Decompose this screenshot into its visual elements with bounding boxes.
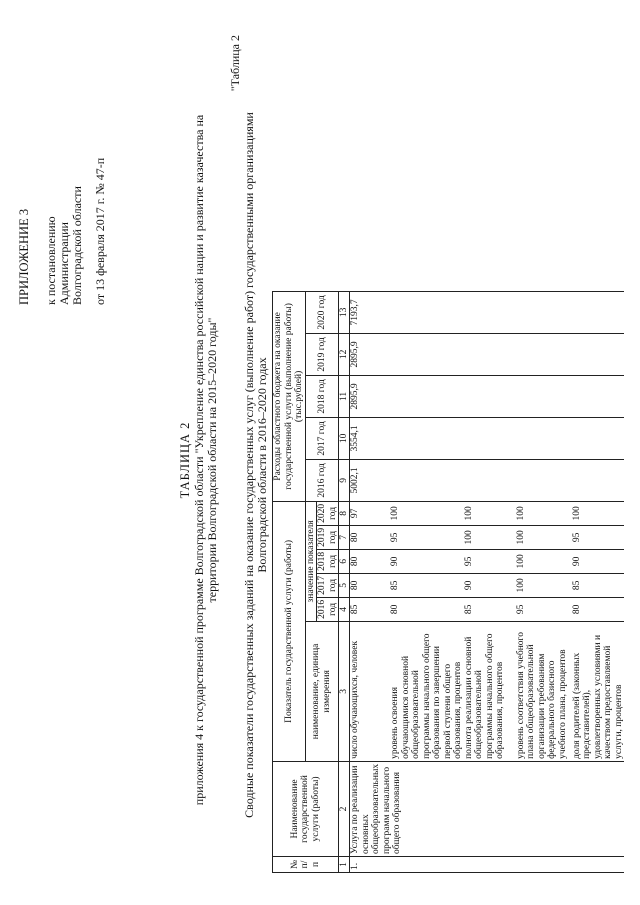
header-year-2017: 2017 год — [317, 573, 339, 597]
table2-label: "Таблица 2 — [228, 35, 242, 92]
indicator-value: 100 — [390, 501, 464, 525]
expense-value: 2895,9 — [350, 375, 625, 417]
indicator-value: 80 — [350, 549, 391, 573]
indicator-value: 80 — [390, 597, 464, 621]
indicator-value: 95 — [464, 549, 516, 573]
header-year-2019: 2019 год — [317, 525, 339, 549]
indicator-value: 90 — [572, 549, 625, 573]
col-number: 8 — [339, 501, 350, 525]
indicator-value: 85 — [350, 597, 391, 621]
header-indicator-name: наименование, единица измерения — [305, 621, 339, 761]
header-year-2018: 2018 год — [317, 549, 339, 573]
annex-line-3: Волгоградской области — [70, 186, 84, 305]
annex-date: от 13 февраля 2017 г. № 47-п — [93, 157, 107, 305]
indicator-name: число обучающихся, человек — [350, 621, 391, 761]
document-subtitle: приложения 4 к государственной программе Волгоградской области "Укрепление единства российской нации и развитие казачества на территории Волгоградской области на 2015–2020 годы" — [192, 114, 219, 806]
indicator-value: 90 — [390, 549, 464, 573]
header-year-2020-exp: 2020 год — [305, 291, 339, 333]
indicator-name: доля родителей (законных представителей), удовлетворенных условиями и качеством предоставляемой услуги, процентов — [572, 621, 625, 761]
annex-line-1: к постановлению — [44, 216, 58, 305]
indicator-value: 90 — [464, 573, 516, 597]
header-expenses: Расходы областного бюджета на оказание государственной услуги (выполнение работы) (тыс.рублей) — [273, 291, 306, 501]
col-number: 7 — [339, 525, 350, 549]
header-service-name: Наименование государственной услуги (работы) — [273, 761, 339, 856]
service-name: Услуга по реализации основных общеобразовательных программ начального общего образования — [350, 761, 625, 856]
table-label: ТАБЛИЦА 2 — [178, 421, 192, 499]
indicator-value: 80 — [350, 525, 391, 549]
annex-title: ПРИЛОЖЕНИЕ 3 — [17, 208, 31, 305]
indicator-name: уровень освоения обучающимися основной общеобразовательной программы начального общего образования по завершении первой ступени общего образования, процентов — [390, 621, 464, 761]
expense-value: 2895,9 — [350, 333, 625, 375]
col-number: 4 — [339, 597, 350, 621]
header-year-2016-exp: 2016 год — [305, 459, 339, 501]
indicator-value: 80 — [350, 573, 391, 597]
indicator-value: 95 — [572, 525, 625, 549]
header-indicator-group: Показатель государственной услуги (работы) — [273, 501, 306, 761]
indicator-name: уровень соответствия учебного плана общеобразовательной организации требованиям федерального базисного учебного плана, процентов — [516, 621, 572, 761]
header-year-2017-exp: 2017 год — [305, 417, 339, 459]
indicator-value: 100 — [516, 549, 572, 573]
header-year-2016: 2016 год — [317, 597, 339, 621]
col-number: 10 — [339, 417, 350, 459]
rotated-landscape-content — [5, 25, 625, 895]
col-number: 2 — [339, 761, 350, 856]
indicator-value: 85 — [464, 597, 516, 621]
indicator-value: 97 — [350, 501, 391, 525]
col-number: 9 — [339, 459, 350, 501]
expense-value: 7193,7 — [350, 291, 625, 333]
indicator-value: 100 — [464, 501, 516, 525]
row-num: 1. — [350, 857, 625, 873]
header-num: № п/п — [273, 857, 339, 873]
expense-value: 3554,1 — [350, 417, 625, 459]
summary-title: Сводные показатели государственных заданий на оказание государственных услуг (выполнение работ) государственными организациями Волгоградской области в 2016–2020 годах — [242, 112, 269, 818]
indicator-value: 95 — [516, 597, 572, 621]
col-number: 12 — [339, 333, 350, 375]
annex-line-2: Администрации — [57, 222, 71, 305]
col-number: 1 — [339, 857, 350, 873]
header-indicator-value: значение показателя — [305, 501, 317, 621]
indicator-value: 100 — [572, 501, 625, 525]
indicator-value: 80 — [572, 597, 625, 621]
annex-block — [17, 45, 107, 305]
indicator-value: 95 — [390, 525, 464, 549]
header-year-2018-exp: 2018 год — [305, 375, 339, 417]
col-number: 5 — [339, 573, 350, 597]
col-number: 6 — [339, 549, 350, 573]
indicator-value: 85 — [572, 573, 625, 597]
header-year-2019-exp: 2019 год — [305, 333, 339, 375]
indicators-table — [272, 291, 624, 873]
col-number: 13 — [339, 291, 350, 333]
col-number: 11 — [339, 375, 350, 417]
col-number: 3 — [339, 621, 350, 761]
indicator-value: 100 — [516, 525, 572, 549]
indicator-value: 100 — [516, 501, 572, 525]
indicator-name: полнота реализации основной общеобразовательной программы начального общего образования, процентов — [464, 621, 516, 761]
table-row — [350, 291, 391, 872]
indicator-value: 85 — [390, 573, 464, 597]
indicator-value: 100 — [516, 573, 572, 597]
header-year-2020: 2020 год — [317, 501, 339, 525]
indicator-value: 100 — [464, 525, 516, 549]
expense-value: 5002,1 — [350, 459, 625, 501]
